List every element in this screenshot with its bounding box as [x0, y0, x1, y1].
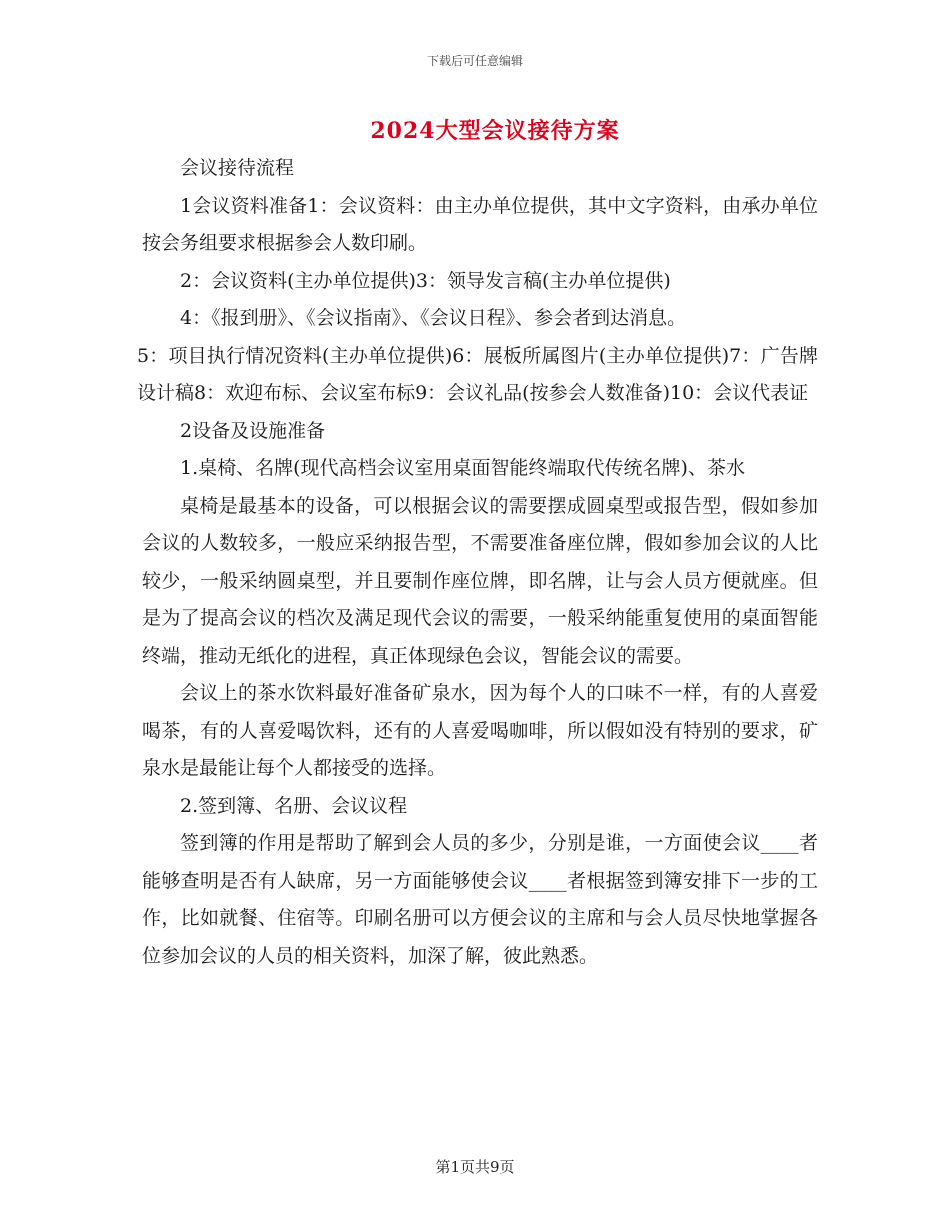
paragraph-equipment-heading: 2设备及设施准备 [180, 419, 326, 442]
paragraph-tables-chairs-body: 桌椅是最基本的设备，可以根据会议的需要摆成圆桌型或报告型，假如参加会议的人数较多，一般应采纳报告型，不需要准备座位牌，假如参加会议的人比较少，一般采纳圆桌型，并且要制作座位牌，即名牌，让与会人员方便就座。但是为了提高会议的档次及满足现代会议的需要，一般采纳能重复使用的桌面智能终端，推动无纸化的进程，真正体现绿色会议，智能会议的需要。 [142, 494, 818, 667]
paragraph-tea-water: 会议上的茶水饮料最好准备矿泉水，因为每个人的口味不一样，有的人喜爱喝茶，有的人喜爱喝饮料，还有的人喜爱喝咖啡，所以假如没有特别的要求，矿泉水是最能让每个人都接受的选择。 [142, 682, 818, 779]
paragraph-materials-2-3: 2：会议资料(主办单位提供)3：领导发言稿(主办单位提供) [180, 269, 671, 292]
paragraph-signin-body: 签到簿的作用是帮助了解到会人员的多少，分别是谁，一方面使会议____者能够查明是否有人缺席，另一方面能够使会议____者根据签到簿安排下一步的工作，比如就餐、住宿等。印刷名册可以方便会议的主席和与会人员尽快地掌握各位参加会议的人员的相关资料，加深了解，彼此熟悉。 [142, 832, 818, 967]
page-number: 第1页共9页 [435, 1158, 515, 1176]
document-body [137, 150, 818, 975]
paragraph-materials-4: 4：《报到册》、《会议指南》、《会议日程》、参会者到达消息。 [180, 307, 687, 329]
paragraph-tables-chairs-heading: 1.桌椅、名牌(现代高档会议室用桌面智能终端取代传统名牌)、茶水 [180, 457, 745, 479]
paragraph-reception-flow: 会议接待流程 [180, 157, 295, 179]
paragraph-signin-heading: 2.签到簿、名册、会议议程 [180, 794, 408, 817]
paragraph-materials-5-10: 5：项目执行情况资料(主办单位提供)6：展板所属图片(主办单位提供)7：广告牌设计稿8：欢迎布标、会议室布标9：会议礼品(按参会人数准备)10：会议代表证 [137, 344, 818, 404]
document-title: 2024大型会议接待方案 [370, 118, 620, 144]
header-note: 下载后可任意编辑 [426, 54, 523, 68]
paragraph-materials-1: 1会议资料准备1：会议资料：由主办单位提供，其中文字资料，由承办单位按会务组要求根据参会人数印刷。 [142, 194, 818, 254]
